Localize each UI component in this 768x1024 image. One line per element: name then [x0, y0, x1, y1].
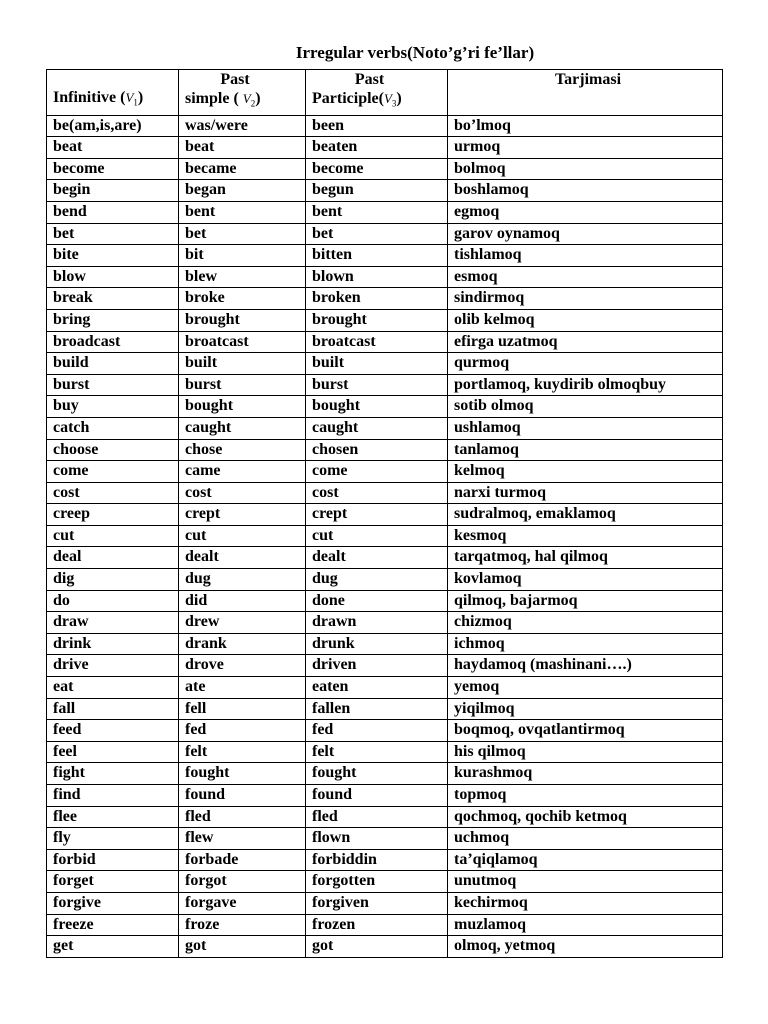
header-past-participle-top: Past — [354, 71, 385, 88]
past-participle-cell: bought — [306, 396, 448, 418]
past-participle-cell: drawn — [306, 612, 448, 634]
header-infinitive-label: Infinitive ( — [53, 89, 126, 106]
infinitive-cell: fly — [47, 828, 179, 850]
table-row — [47, 763, 723, 785]
irregular-verbs-table — [46, 69, 723, 958]
infinitive-cell: choose — [47, 439, 179, 461]
past-participle-cell: bitten — [306, 245, 448, 267]
table-row — [47, 266, 723, 288]
past-participle-cell: got — [306, 936, 448, 958]
translation-cell: kurashmoq — [448, 763, 723, 785]
infinitive-cell: burst — [47, 374, 179, 396]
translation-cell: tarqatmoq, hal qilmoq — [448, 547, 723, 569]
table-row — [47, 482, 723, 504]
past-participle-cell: fled — [306, 806, 448, 828]
past-participle-cell: drunk — [306, 633, 448, 655]
translation-cell: bo’lmoq — [448, 115, 723, 137]
table-row — [47, 504, 723, 526]
past-simple-cell: burst — [179, 374, 306, 396]
past-participle-cell: forgiven — [306, 892, 448, 914]
table-body — [47, 115, 723, 957]
past-participle-cell: been — [306, 115, 448, 137]
infinitive-cell: find — [47, 785, 179, 807]
past-participle-cell: cost — [306, 482, 448, 504]
infinitive-cell: deal — [47, 547, 179, 569]
translation-cell: bolmoq — [448, 158, 723, 180]
past-simple-cell: forbade — [179, 849, 306, 871]
past-simple-cell: built — [179, 353, 306, 375]
past-simple-cell: fell — [179, 698, 306, 720]
table-row — [47, 158, 723, 180]
table-row — [47, 309, 723, 331]
infinitive-cell: fall — [47, 698, 179, 720]
translation-cell: garov oynamoq — [448, 223, 723, 245]
table-row — [47, 698, 723, 720]
past-simple-cell: dug — [179, 569, 306, 591]
translation-cell: qochmoq, qochib ketmoq — [448, 806, 723, 828]
translation-cell: unutmoq — [448, 871, 723, 893]
table-row — [47, 439, 723, 461]
past-simple-cell: broke — [179, 288, 306, 310]
past-simple-cell: froze — [179, 914, 306, 936]
translation-cell: boshlamoq — [448, 180, 723, 202]
table-row — [47, 374, 723, 396]
translation-cell: his qilmoq — [448, 741, 723, 763]
past-simple-cell: bet — [179, 223, 306, 245]
infinitive-cell: creep — [47, 504, 179, 526]
past-participle-cell: built — [306, 353, 448, 375]
past-simple-cell: blew — [179, 266, 306, 288]
past-participle-cell: burst — [306, 374, 448, 396]
header-past-simple-bottom: simple ( — [185, 90, 243, 107]
header-infinitive — [47, 70, 179, 116]
infinitive-cell: feed — [47, 720, 179, 742]
table-row — [47, 245, 723, 267]
translation-cell: efirga uzatmoq — [448, 331, 723, 353]
infinitive-cell: forbid — [47, 849, 179, 871]
past-participle-cell: fallen — [306, 698, 448, 720]
past-simple-cell: drew — [179, 612, 306, 634]
header-translation: Tarjimasi — [448, 70, 723, 116]
translation-cell: boqmoq, ovqatlantirmoq — [448, 720, 723, 742]
past-participle-cell: come — [306, 461, 448, 483]
past-participle-cell: driven — [306, 655, 448, 677]
past-simple-cell: did — [179, 590, 306, 612]
table-row — [47, 612, 723, 634]
infinitive-cell: cost — [47, 482, 179, 504]
past-participle-cell: fed — [306, 720, 448, 742]
past-simple-cell: cost — [179, 482, 306, 504]
header-infinitive-close: ) — [137, 89, 144, 106]
past-simple-cell: drank — [179, 633, 306, 655]
table-row — [47, 871, 723, 893]
translation-cell: kechirmoq — [448, 892, 723, 914]
translation-cell: sudralmoq, emaklamoq — [448, 504, 723, 526]
translation-cell: haydamoq (mashinani….) — [448, 655, 723, 677]
header-past-participle-bottom: Participle( — [312, 90, 384, 107]
past-simple-cell: cut — [179, 525, 306, 547]
header-past-participle-close: ) — [396, 90, 402, 107]
infinitive-cell: broadcast — [47, 331, 179, 353]
table-row — [47, 201, 723, 223]
table-row — [47, 633, 723, 655]
infinitive-cell: bend — [47, 201, 179, 223]
translation-cell: chizmoq — [448, 612, 723, 634]
translation-cell: qilmoq, bajarmoq — [448, 590, 723, 612]
infinitive-cell: do — [47, 590, 179, 612]
infinitive-cell: flee — [47, 806, 179, 828]
translation-cell: olmoq, yetmoq — [448, 936, 723, 958]
translation-cell: portlamoq, kuydirib olmoqbuy — [448, 374, 723, 396]
past-participle-cell: eaten — [306, 677, 448, 699]
infinitive-cell: blow — [47, 266, 179, 288]
translation-cell: olib kelmoq — [448, 309, 723, 331]
table-row — [47, 180, 723, 202]
infinitive-cell: fight — [47, 763, 179, 785]
table-row — [47, 677, 723, 699]
past-participle-cell: chosen — [306, 439, 448, 461]
translation-cell: ichmoq — [448, 633, 723, 655]
header-past-participle-symbol: $V_3$ — [383, 91, 397, 109]
infinitive-cell: feel — [47, 741, 179, 763]
translation-cell: urmoq — [448, 137, 723, 159]
past-simple-cell: beat — [179, 137, 306, 159]
past-simple-cell: felt — [179, 741, 306, 763]
past-participle-cell: felt — [306, 741, 448, 763]
infinitive-cell: be(am,is,are) — [47, 115, 179, 137]
translation-cell: kovlamoq — [448, 569, 723, 591]
past-simple-cell: forgot — [179, 871, 306, 893]
table-row — [47, 720, 723, 742]
past-simple-cell: fought — [179, 763, 306, 785]
table-row — [47, 892, 723, 914]
past-participle-cell: bent — [306, 201, 448, 223]
infinitive-cell: bring — [47, 309, 179, 331]
translation-cell: topmoq — [448, 785, 723, 807]
infinitive-cell: build — [47, 353, 179, 375]
infinitive-cell: break — [47, 288, 179, 310]
past-participle-cell: begun — [306, 180, 448, 202]
translation-cell: muzlamoq — [448, 914, 723, 936]
table-row — [47, 547, 723, 569]
past-simple-cell: forgave — [179, 892, 306, 914]
past-participle-cell: frozen — [306, 914, 448, 936]
table-row — [47, 137, 723, 159]
table-row — [47, 525, 723, 547]
past-participle-cell: crept — [306, 504, 448, 526]
translation-cell: ushlamoq — [448, 417, 723, 439]
infinitive-cell: drink — [47, 633, 179, 655]
past-simple-cell: came — [179, 461, 306, 483]
infinitive-cell: buy — [47, 396, 179, 418]
past-participle-cell: become — [306, 158, 448, 180]
table-row — [47, 396, 723, 418]
past-simple-cell: bit — [179, 245, 306, 267]
table-row — [47, 806, 723, 828]
past-simple-cell: dealt — [179, 547, 306, 569]
past-simple-cell: ate — [179, 677, 306, 699]
table-row — [47, 288, 723, 310]
past-simple-cell: bent — [179, 201, 306, 223]
past-simple-cell: brought — [179, 309, 306, 331]
past-participle-cell: cut — [306, 525, 448, 547]
header-past-simple-close: ) — [255, 90, 261, 107]
past-simple-cell: found — [179, 785, 306, 807]
past-participle-cell: blown — [306, 266, 448, 288]
header-past-simple-symbol: $V_2$ — [242, 91, 256, 109]
header-infinitive-symbol: $V_1$ — [125, 90, 138, 108]
translation-cell: narxi turmoq — [448, 482, 723, 504]
translation-cell: esmoq — [448, 266, 723, 288]
infinitive-cell: forgive — [47, 892, 179, 914]
infinitive-cell: forget — [47, 871, 179, 893]
past-participle-cell: forbiddin — [306, 849, 448, 871]
table-row — [47, 569, 723, 591]
infinitive-cell: come — [47, 461, 179, 483]
table-row — [47, 353, 723, 375]
past-participle-cell: dealt — [306, 547, 448, 569]
table-row — [47, 461, 723, 483]
translation-cell: kelmoq — [448, 461, 723, 483]
past-simple-cell: chose — [179, 439, 306, 461]
past-participle-cell: fought — [306, 763, 448, 785]
past-participle-cell: flown — [306, 828, 448, 850]
table-header-row — [47, 70, 723, 116]
table-row — [47, 914, 723, 936]
translation-cell: tanlamoq — [448, 439, 723, 461]
past-simple-cell: fled — [179, 806, 306, 828]
infinitive-cell: bite — [47, 245, 179, 267]
infinitive-cell: cut — [47, 525, 179, 547]
infinitive-cell: beat — [47, 137, 179, 159]
translation-cell: uchmoq — [448, 828, 723, 850]
infinitive-cell: bet — [47, 223, 179, 245]
past-participle-cell: broatcast — [306, 331, 448, 353]
header-past-simple-top: Past — [220, 71, 250, 88]
translation-cell: kesmoq — [448, 525, 723, 547]
past-participle-cell: bet — [306, 223, 448, 245]
past-simple-cell: began — [179, 180, 306, 202]
translation-cell: sindirmoq — [448, 288, 723, 310]
translation-cell: yemoq — [448, 677, 723, 699]
past-participle-cell: brought — [306, 309, 448, 331]
infinitive-cell: freeze — [47, 914, 179, 936]
table-row — [47, 741, 723, 763]
table-row — [47, 936, 723, 958]
past-simple-cell: flew — [179, 828, 306, 850]
infinitive-cell: eat — [47, 677, 179, 699]
infinitive-cell: become — [47, 158, 179, 180]
past-participle-cell: found — [306, 785, 448, 807]
table-row — [47, 331, 723, 353]
infinitive-cell: drive — [47, 655, 179, 677]
infinitive-cell: begin — [47, 180, 179, 202]
table-row — [47, 849, 723, 871]
table-row — [47, 828, 723, 850]
past-simple-cell: crept — [179, 504, 306, 526]
header-past-simple — [179, 70, 306, 116]
past-simple-cell: drove — [179, 655, 306, 677]
infinitive-cell: get — [47, 936, 179, 958]
table-row — [47, 590, 723, 612]
page-title: Irregular verbs(Noto’g’ri fe’llar) — [295, 43, 535, 62]
translation-cell: tishlamoq — [448, 245, 723, 267]
table-row — [47, 655, 723, 677]
infinitive-cell: catch — [47, 417, 179, 439]
table-row — [47, 417, 723, 439]
infinitive-cell: dig — [47, 569, 179, 591]
past-simple-cell: was/were — [179, 115, 306, 137]
past-simple-cell: bought — [179, 396, 306, 418]
translation-cell: sotib olmoq — [448, 396, 723, 418]
translation-cell: ta’qiqlamoq — [448, 849, 723, 871]
translation-cell: egmoq — [448, 201, 723, 223]
translation-cell: yiqilmoq — [448, 698, 723, 720]
table-row — [47, 115, 723, 137]
past-simple-cell: fed — [179, 720, 306, 742]
past-simple-cell: got — [179, 936, 306, 958]
infinitive-cell: draw — [47, 612, 179, 634]
past-simple-cell: broatcast — [179, 331, 306, 353]
table-row — [47, 223, 723, 245]
past-participle-cell: done — [306, 590, 448, 612]
past-simple-cell: became — [179, 158, 306, 180]
past-participle-cell: caught — [306, 417, 448, 439]
past-simple-cell: caught — [179, 417, 306, 439]
translation-cell: qurmoq — [448, 353, 723, 375]
past-participle-cell: forgotten — [306, 871, 448, 893]
header-past-participle — [306, 70, 448, 116]
past-participle-cell: beaten — [306, 137, 448, 159]
past-participle-cell: dug — [306, 569, 448, 591]
table-row — [47, 785, 723, 807]
past-participle-cell: broken — [306, 288, 448, 310]
